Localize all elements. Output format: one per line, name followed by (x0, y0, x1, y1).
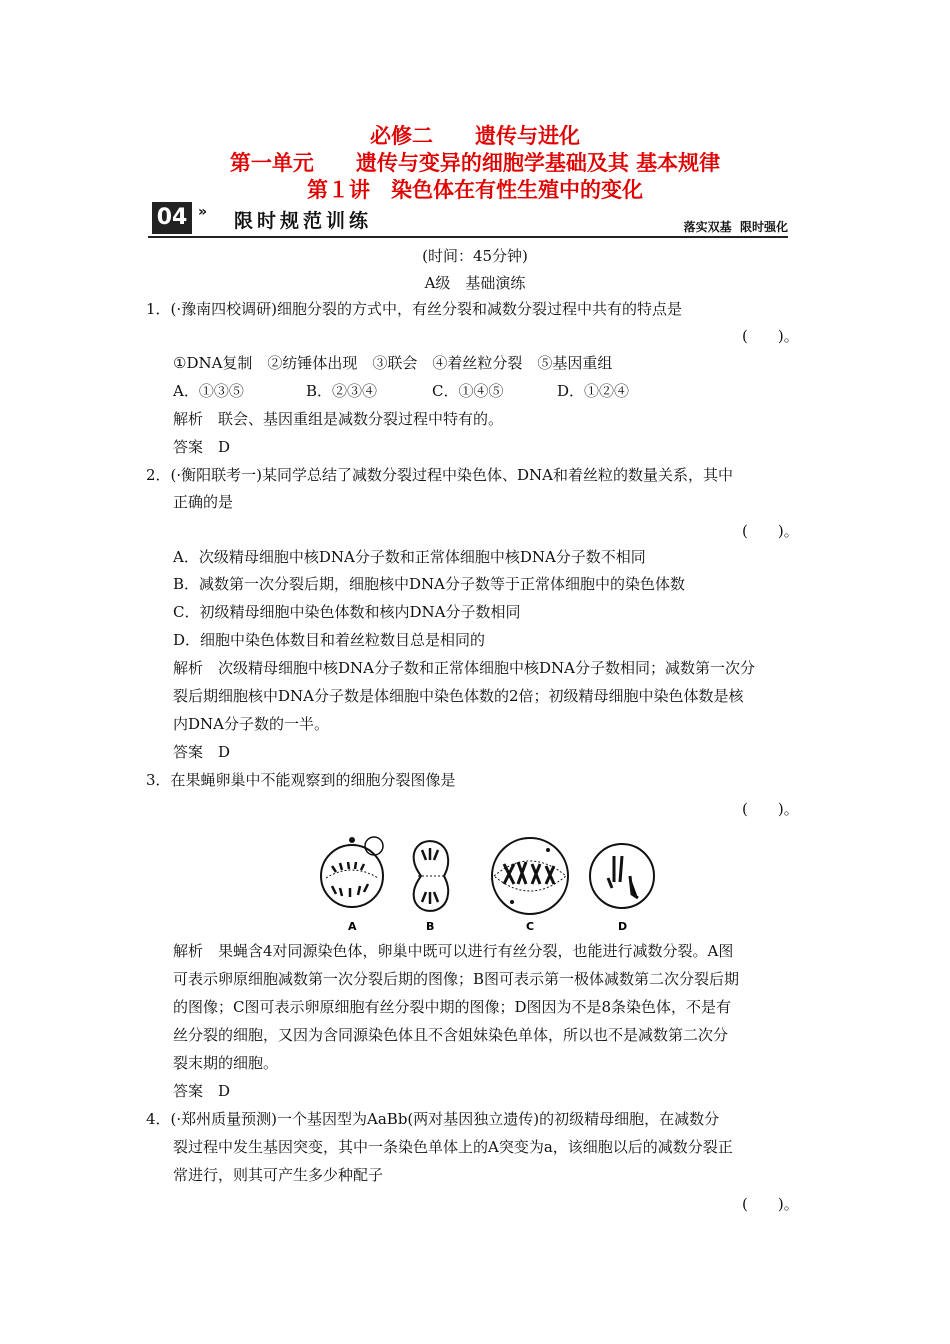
q2-answer-blank: ( )。 (742, 522, 799, 540)
title-line-1: 必修二 遗传与进化 (370, 124, 580, 148)
q1-option-d: D．①②④ (557, 382, 630, 400)
section-banner (148, 200, 788, 238)
q3-stem: 3．在果蝇卵巢中不能观察到的细胞分裂图像是 (146, 771, 456, 789)
q2-option-c: C．初级精母细胞中染色体数和核内DNA分子数相同 (173, 603, 521, 621)
q2-option-a: A．次级精母细胞中核DNA分子数和正常体细胞中核DNA分子数不相同 (173, 548, 646, 566)
section-number: 04 (152, 202, 192, 234)
q1-answer: 答案 D (173, 438, 231, 456)
section-title: 限时规范训练 (234, 210, 373, 232)
q2-option-d: D．细胞中染色体数目和着丝粒数目总是相同的 (173, 631, 486, 649)
banner-underline (148, 236, 788, 238)
q1-option-a: A．①③⑤ (173, 382, 244, 400)
q4-answer-blank: ( )。 (742, 1195, 799, 1213)
q1-analysis: 解析 联会、基因重组是减数分裂过程中特有的。 (173, 410, 504, 428)
fig-label-c: C (526, 920, 535, 933)
q1-answer-blank: ( )。 (742, 327, 799, 345)
cell-d-diagram (590, 844, 654, 908)
cell-a-diagram (321, 837, 383, 907)
q1-items: ①DNA复制 ②纺锤体出现 ③联会 ④着丝粒分裂 ⑤基因重组 (173, 354, 613, 372)
cell-division-figure (318, 826, 658, 936)
fig-label-d: D (618, 920, 628, 933)
q3-analysis-line-1: 解析 果蝇含4对同源染色体，卵巢中既可以进行有丝分裂，也能进行减数分裂。A图 (173, 942, 734, 960)
q1-option-b: B．②③④ (306, 382, 378, 400)
time-limit: (时间：45分钟) (422, 247, 528, 265)
title-line-3: 第１讲 染色体在有性生殖中的变化 (307, 178, 643, 202)
fig-label-a: A (348, 920, 357, 933)
fig-label-b: B (426, 920, 435, 933)
q1-stem: 1．(·豫南四校调研)细胞分裂的方式中，有丝分裂和减数分裂过程中共有的特点是 (146, 300, 683, 318)
q2-stem-line-2: 正确的是 (173, 493, 234, 511)
level-heading: A级 基础演练 (424, 274, 526, 292)
q2-stem-line-1: 2．(·衡阳联考一)某同学总结了减数分裂过程中染色体、DNA和着丝粒的数量关系，其中 (146, 466, 734, 484)
q3-analysis-line-5: 裂末期的细胞。 (173, 1054, 279, 1072)
q3-analysis-line-3: 的图像；C图可表示卵原细胞有丝分裂中期的图像；D图因为不是8条染色体，不是有 (173, 998, 732, 1016)
cell-b-diagram (414, 841, 449, 911)
q2-analysis-line-1: 解析 次级精母细胞中核DNA分子数和正常体细胞中核DNA分子数相同；减数第一次分 (173, 659, 755, 677)
q3-analysis-line-2: 可表示卵原细胞减数第一次分裂后期的图像；B图可表示第一极体减数第二次分裂后期 (173, 970, 740, 988)
q4-stem-line-1: 4．(·郑州质量预测)一个基因型为AaBb(两对基因独立遗传)的初级精母细胞，在减数分 (146, 1110, 720, 1128)
q2-analysis-line-2: 裂后期细胞核中DNA分子数是体细胞中染色体数的2倍；初级精母细胞中染色体数是核 (173, 687, 744, 705)
q2-answer: 答案 D (173, 743, 231, 761)
q2-option-b: B．减数第一次分裂后期，细胞核中DNA分子数等于正常体细胞中的染色体数 (173, 575, 686, 593)
section-tag: 落实双基 限时强化 (683, 220, 788, 234)
q4-stem-line-3: 常进行，则其可产生多少种配子 (173, 1166, 384, 1184)
q4-stem-line-2: 裂过程中发生基因突变，其中一条染色单体上的A突变为a，该细胞以后的减数分裂正 (173, 1138, 733, 1156)
q3-analysis-line-4: 丝分裂的细胞，又因为含同源染色体且不含姐妹染色单体，所以也不是减数第二次分 (173, 1026, 729, 1044)
q2-analysis-line-3: 内DNA分子数的一半。 (173, 715, 329, 733)
q3-answer: 答案 D (173, 1082, 231, 1100)
title-line-2: 第一单元 遗传与变异的细胞学基础及其 基本规律 (229, 151, 721, 175)
q1-option-c: C．①④⑤ (432, 382, 504, 400)
double-chevron-icon: » (198, 204, 208, 220)
q3-answer-blank: ( )。 (742, 800, 799, 818)
cell-c-diagram (492, 838, 568, 914)
